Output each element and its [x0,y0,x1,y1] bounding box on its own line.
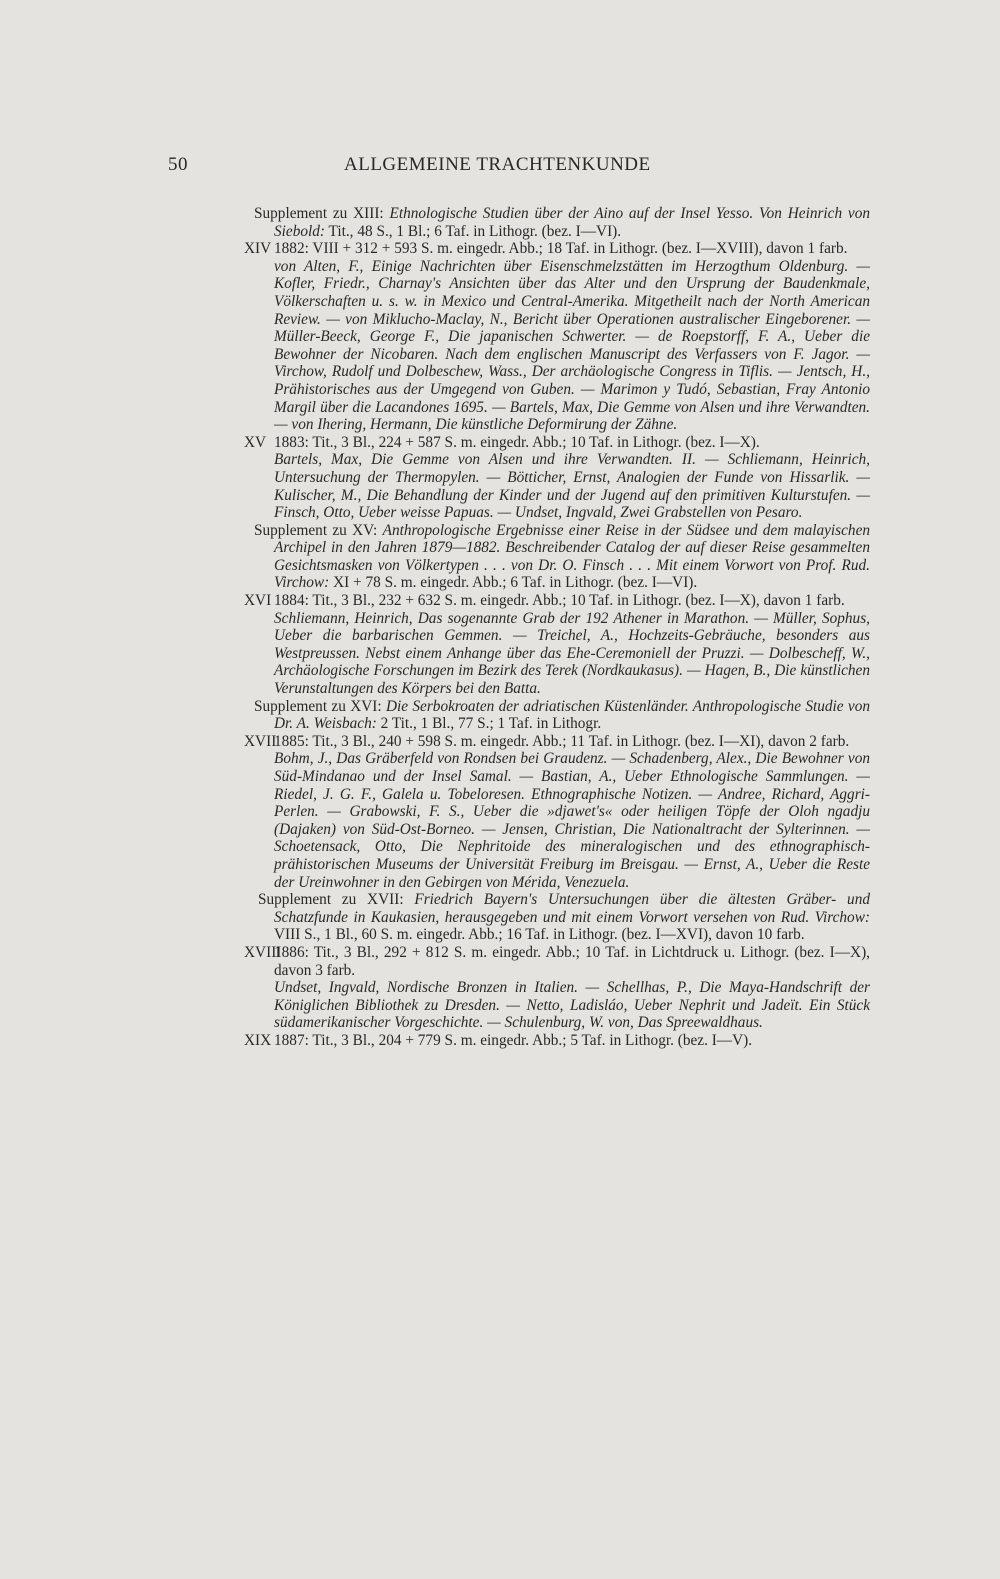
volume-number: XVIII [244,943,282,961]
volume-number: XV [244,433,267,451]
volume-number: XIV [244,240,272,258]
volume-articles-xiv: von Alten, F., Einige Nachrichten über Eisenschmelzstätten im Herzogthum Oldenburg. — Kofler, Friedr., Charnay's Ansichten über das Alter und den Ursprung der Baudenkmale, Völkerschaften u. s. w. in Mexico und Central-Amerika. Mitgetheilt nach der North American Review. — von Miklucho-Maclay, N., Bericht über Operationen australischer Eingeborener. — Müller-Beeck, George F., Die japanischen Schwerter. — de Roepstorff, F. A., Ueber die Bewohner der Nicobaren. Nach dem englischen Manuscript des Verfassers von F. Jagor. — Virchow, Rudolf und Dolbeschew, Wass., Der archäologische Congress in Tiflis. — Jentsch, H., Prähistorisches aus der Umgegend von Guben. — Marimon y Tudó, Sebastian, Fray Antonio Margil über die Lacandones 1695. — Bartels, Max, Die Gemme von Alsen und ihre Verwandten. — von Ihering, Hermann, Die künstliche Deformirung der Zähne. [274,257,870,434]
volume-collation: 1883: Tit., 3 Bl., 224 + 587 S. m. eingedr. Abb.; 10 Taf. in Lithogr. (bez. I—X). [274,433,760,451]
page-header [168,154,868,184]
volume-entry-xiv [244,240,870,258]
volume-entry-xix [244,1032,870,1050]
supplement-entry-xv [244,522,870,592]
supplement-entry-xiii [244,205,870,240]
supplement-title: Ethnologische Studien über der Aino auf der Insel Yesso. Von Heinrich von Siebold: [274,205,870,240]
supplement-title: Anthropologische Ergebnisse einer Reise in der Südsee und dem malayischen Archipel in den Jahren 1879—1882. Beschreibender Catalog der auf dieser Reise gesammelten Gesichtsmasken von Völkertypen . . . von Dr. O. Finsch . . . Mit einem Vorwort von Prof. Rud. Virchow: [274,521,871,592]
supplement-prefix: Supplement zu XVII: [258,891,404,909]
supplement-title: Friedrich Bayern's Untersuchungen über die ältesten Gräber- und Schatzfunde in Kaukasien, herausgegeben und mit einem Vorwort versehen von Rud. Virchow: [274,891,870,926]
supplement-collation: XI + 78 S. m. eingedr. Abb.; 6 Taf. in Lithogr. (bez. I—VI). [333,574,698,592]
volume-number: XIX [244,1031,272,1049]
volume-entry-xviii [244,944,870,979]
supplement-entry-xvii [244,891,870,944]
supplement-title: Die Serbokroaten der adriatischen Küstenländer. Anthropologische Studie von Dr. A. Weisbach: [274,697,870,733]
supplement-prefix: Supplement zu XVI: [254,697,382,715]
supplement-entry-xvi [244,698,870,733]
volume-collation: 1885: Tit., 3 Bl., 240 + 598 S. m. eingedr. Abb.; 11 Taf. in Lithogr. (bez. I—XI), davon 2 farb. [274,732,850,750]
volume-entry-xvii [244,733,870,751]
supplement-collation: Tit., 48 S., 1 Bl.; 6 Taf. in Lithogr. (bez. I—VI). [328,222,622,240]
running-title: ALLGEMEINE TRACHTENKUNDE [344,154,651,175]
supplement-prefix: Supplement zu XIII: [254,205,384,222]
volume-collation: 1886: Tit., 3 Bl., 292 + 812 S. m. eingedr. Abb.; 10 Taf. in Lichtdruck u. Lithogr. (bez. I—X), davon 3 farb. [274,943,870,979]
volume-collation: 1882: VIII + 312 + 593 S. m. eingedr. Abb.; 18 Taf. in Lithogr. (bez. I—XVIII), davon 1 farb. [274,240,848,258]
volume-entry-xvi [244,592,870,610]
volume-articles-xvii: Bohm, J., Das Gräberfeld von Rondsen bei Graudenz. — Schadenberg, Alex., Die Bewohner von Süd-Mindanao und der Insel Samal. — Bastian, A., Ueber Ethnologische Sammlungen. — Riedel, J. G. F., Galela u. Tobeloresen. Ethnographische Notizen. — Andree, Richard, Aggri-Perlen. — Grabowski, F. S., Ueber die »djawet's« oder heiligen Töpfe der Oloh ngadju (Dajaken) von Süd-Ost-Borneo. — Jensen, Christian, Die Nationaltracht der Sylterinnen. — Schoetensack, Otto, Die Nephritoide des mineralogischen und des ethnographisch-prähistorischen Museums der Universität Freiburg im Breisgau. — Ernst, A., Ueber die Reste der Ureinwohner in den Gebirgen von Mérida, Venezuela. [274,750,870,891]
volume-articles-xviii: Undset, Ingvald, Nordische Bronzen in Italien. — Schellhas, P., Die Maya-Handschrift der Königlichen Bibliothek zu Dresden. — Netto, Ladisláo, Ueber Nephrit und Jadeït. Ein Stück südamerikanischer Vorgeschichte. — Schulenburg, W. von, Das Spreewaldhaus. [274,979,870,1032]
volume-articles-xv: Bartels, Max, Die Gemme von Alsen und ihre Verwandten. II. — Schliemann, Heinrich, Untersuchung der Thermopylen. — Bötticher, Ernst, Analogien der Funde von Hissarlik. — Kulischer, M., Die Behandlung der Kinder und der Jugend auf den primitiven Kulturstufen. — Finsch, Otto, Ueber weisse Papuas. — Undset, Ingvald, Zwei Grabstellen von Pesaro. [274,451,870,522]
supplement-collation: VIII S., 1 Bl., 60 S. m. eingedr. Abb.; 16 Taf. in Lithogr. (bez. I—XVI), davon 10 farb. [274,926,805,944]
volume-number: XVI [244,592,272,610]
bibliography-list [244,205,870,1050]
volume-collation: 1887: Tit., 3 Bl., 204 + 779 S. m. eingedr. Abb.; 5 Taf. in Lithogr. (bez. I—V). [274,1031,753,1049]
volume-entry-xv [244,434,870,452]
supplement-prefix: Supplement zu XV: [254,521,378,539]
supplement-collation: 2 Tit., 1 Bl., 77 S.; 1 Taf. in Lithogr. [380,715,602,733]
volume-articles-xvi: Schliemann, Heinrich, Das sogenannte Grab der 192 Athener in Marathon. — Müller, Sophus, Ueber die barbarischen Gemmen. — Treichel, A., Hochzeits-Gebräuche, besonders aus Westpreussen. Nebst einem Anhange über das Ehe-Ceremoniell der Pruzzi. — Dolbescheff, W., Archäologische Forschungen im Bezirk des Terek (Nordkaukasus). — Hagen, B., Die künstlichen Verunstaltungen des Körpers bei den Batta. [274,609,870,698]
volume-collation: 1884: Tit., 3 Bl., 232 + 632 S. m. eingedr. Abb.; 10 Taf. in Lithogr. (bez. I—X), davon 1 farb. [274,592,845,610]
volume-number: XVII [244,732,277,750]
page-number: 50 [168,154,188,175]
